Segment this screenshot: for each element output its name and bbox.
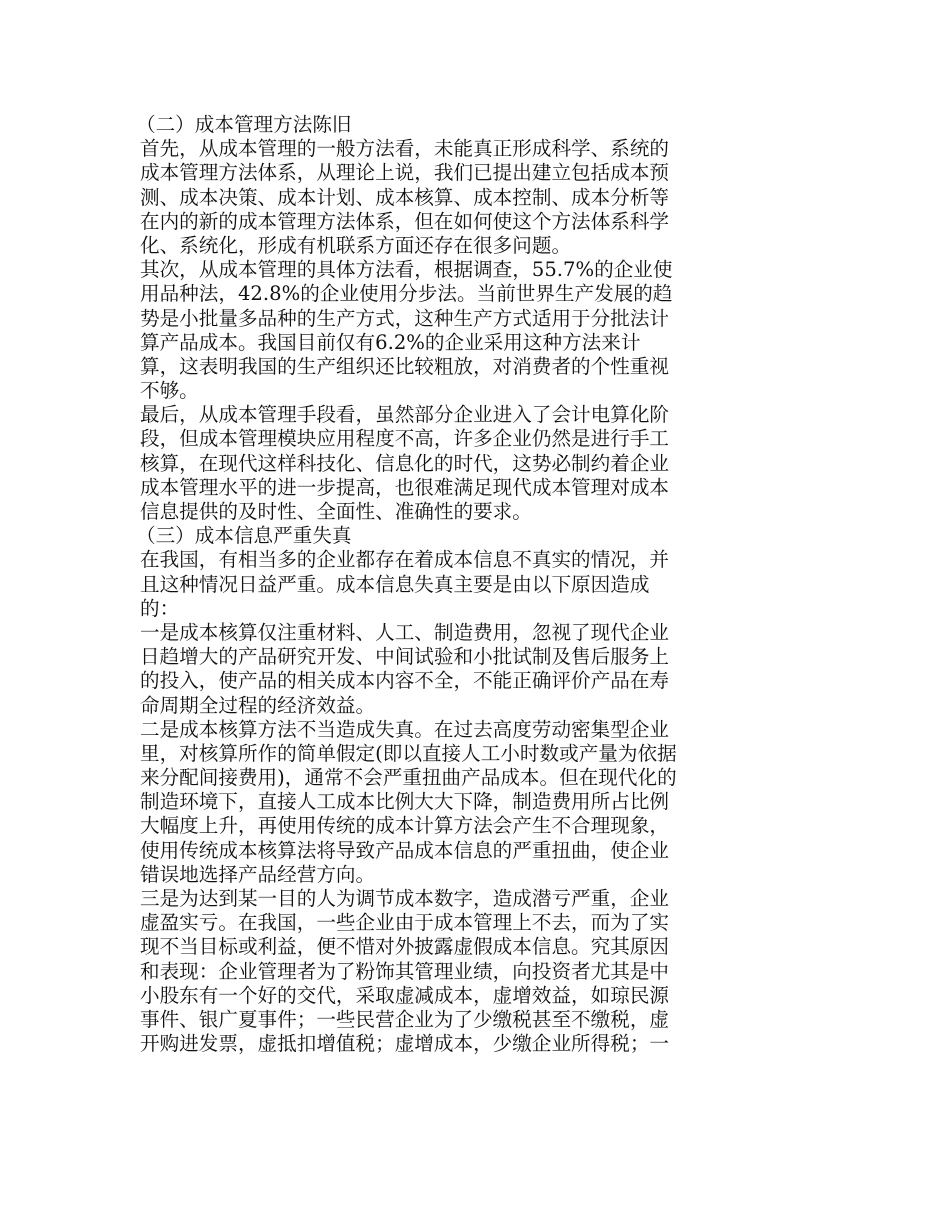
paragraph-line: 虚盈实亏。在我国，一些企业由于成本管理上不去，而为了实	[140, 911, 670, 935]
paragraph-line: 成本管理水平的进一步提高，也很难满足现代成本管理对成本	[140, 475, 670, 499]
paragraph-line: 的投入，使产品的相关成本内容不全，不能正确评价产品在寿	[140, 669, 670, 693]
paragraph-line: 在内的新的成本管理方法体系，但在如何使这个方法体系科学	[140, 209, 670, 233]
paragraph-line: 来分配间接费用)，通常不会严重扭曲产品成本。但在现代化的	[140, 766, 677, 790]
paragraph-line: 其次，从成本管理的具体方法看，根据调查，55.7%的企业使	[140, 258, 673, 282]
paragraph-line: 首先，从成本管理的一般方法看，未能真正形成科学、系统的	[140, 137, 670, 161]
paragraph-line: 二是成本核算方法不当造成失真。在过去高度劳动密集型企业	[140, 717, 670, 741]
paragraph-line: 且这种情况日益严重。成本信息失真主要是由以下原因造成	[140, 572, 650, 596]
paragraph-line: 一是成本核算仅注重材料、人工、制造费用，忽视了现代企业	[140, 620, 670, 644]
paragraph-line: 用品种法，42.8%的企业使用分步法。当前世界生产发展的趋	[140, 282, 673, 306]
paragraph-line: 成本管理方法体系，从理论上说，我们已提出建立包括成本预	[140, 161, 670, 185]
paragraph-line: 错误地选择产品经营方向。	[140, 862, 376, 886]
paragraph-line: 开购进发票，虚抵扣增值税；虚增成本，少缴企业所得税；一	[140, 1032, 670, 1056]
paragraph-line: 最后，从成本管理手段看，虽然部分企业进入了会计电算化阶	[140, 403, 670, 427]
paragraph-line: 不够。	[140, 379, 199, 403]
paragraph-line: 大幅度上升，再使用传统的成本计算方法会产生不合理现象，	[140, 814, 670, 838]
paragraph-line: 化、系统化，形成有机联系方面还存在很多问题。	[140, 233, 572, 257]
paragraph-line: 段，但成本管理模块应用程度不高，许多企业仍然是进行手工	[140, 427, 670, 451]
paragraph-line: 小股东有一个好的交代，采取虚减成本，虚增效益，如琼民源	[140, 983, 670, 1007]
section-heading-3: （三）成本信息严重失真	[136, 524, 352, 548]
paragraph-line: 命周期全过程的经济效益。	[140, 693, 376, 717]
paragraph-line: 三是为达到某一目的人为调节成本数字，造成潜亏严重，企业	[140, 887, 670, 910]
paragraph-line: 核算，在现代这样科技化、信息化的时代，这势必制约着企业	[140, 451, 670, 475]
section-heading-2: （二）成本管理方法陈旧	[136, 113, 352, 136]
paragraph-line: 里，对核算所作的简单假定(即以直接人工小时数或产量为依据	[140, 741, 677, 765]
paragraph-line: 势是小批量多品种的生产方式，这种生产方式适用于分批法计	[140, 306, 670, 330]
paragraph-line: 测、成本决策、成本计划、成本核算、成本控制、成本分析等	[140, 185, 670, 209]
paragraph-line: 算，这表明我国的生产组织还比较粗放，对消费者的个性重视	[140, 354, 670, 378]
paragraph-line: 使用传统成本核算法将导致产品成本信息的严重扭曲，使企业	[140, 838, 670, 862]
paragraph-line: 制造环境下，直接人工成本比例大大下降，制造费用所占比例	[140, 790, 670, 814]
paragraph-line: 日趋增大的产品研究开发、中间试验和小批试制及售后服务上	[140, 645, 670, 669]
paragraph-line: 算产品成本。我国目前仅有6.2%的企业采用这种方法来计	[140, 330, 641, 354]
paragraph-line: 事件、银广夏事件；一些民营企业为了少缴税甚至不缴税，虚	[140, 1007, 670, 1031]
paragraph-line: 的：	[140, 596, 180, 620]
paragraph-line: 现不当目标或利益，便不惜对外披露虚假成本信息。究其原因	[140, 935, 670, 959]
paragraph-line: 信息提供的及时性、全面性、准确性的要求。	[140, 500, 532, 523]
paragraph-line: 和表现：企业管理者为了粉饰其管理业绩，向投资者尤其是中	[140, 959, 670, 983]
document-body	[136, 113, 740, 1056]
paragraph-line: 在我国，有相当多的企业都存在着成本信息不真实的情况，并	[140, 548, 670, 572]
